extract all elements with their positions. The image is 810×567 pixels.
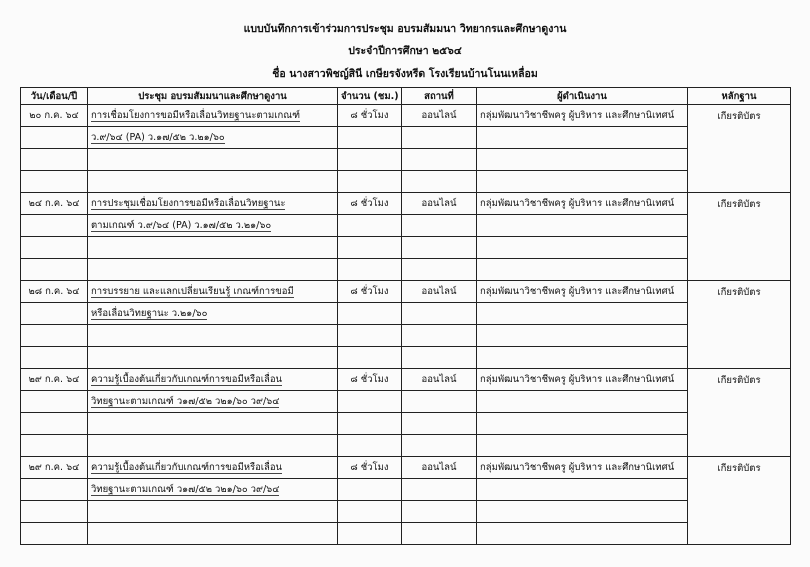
record-topic-line: การประชุมเชื่อมโยงการขอมีหรือเลื่อนวิทยฐานะ (91, 198, 286, 209)
record-hours: ๘ ชั่วโมง (338, 193, 402, 215)
record-hours: ๘ ชั่วโมง (338, 457, 402, 479)
record-organizer: กลุ่มพัฒนาวิชาชีพครู ผู้บริหาร และศึกษานิเทศน์ (477, 281, 688, 303)
table-row (21, 281, 791, 303)
record-topic-line: ตามเกณฑ์ ว.๙/๖๔ (PA) ว.๑๗/๕๒ ว.๒๑/๖๐ (91, 220, 272, 231)
record-evidence: เกียรติบัตร (688, 369, 791, 457)
col-header-date: วัน/เดือน/ปี (21, 88, 88, 105)
record-hours: ๘ ชั่วโมง (338, 281, 402, 303)
table-row (21, 501, 791, 523)
col-header-hours: จำนวน (ชม.) (338, 88, 402, 105)
record-topic (88, 369, 338, 391)
record-topic-line: วิทยฐานะตามเกณฑ์ ว๑๗/๕๒ ว๒๑/๖๐ ว๙/๖๔ (91, 484, 280, 495)
record-topic-continued (88, 215, 338, 237)
table-row (21, 391, 791, 413)
record-organizer: กลุ่มพัฒนาวิชาชีพครู ผู้บริหาร และศึกษานิเทศน์ (477, 457, 688, 479)
record-topic (88, 193, 338, 215)
record-topic-line: การเชื่อมโยงการขอมีหรือเลื่อนวิทยฐานะตามเกณฑ์ (91, 110, 300, 121)
record-hours: ๘ ชั่วโมง (338, 105, 402, 127)
col-header-place: สถานที่ (402, 88, 477, 105)
record-date: ๒๘ ก.ค. ๖๔ (21, 281, 88, 303)
record-topic-line: ความรู้เบื้องต้นเกี่ยวกับเกณฑ์การขอมีหรือเลื่อน (91, 374, 283, 385)
record-place: ออนไลน์ (402, 281, 477, 303)
record-topic-continued (88, 479, 338, 501)
record-date: ๒๐ ก.ค. ๖๔ (21, 105, 88, 127)
table-row (21, 193, 791, 215)
table-row (21, 523, 791, 545)
table-row (21, 479, 791, 501)
table-row (21, 259, 791, 281)
record-topic (88, 105, 338, 127)
table-row (21, 171, 791, 193)
record-evidence: เกียรติบัตร (688, 457, 791, 545)
record-place: ออนไลน์ (402, 193, 477, 215)
record-evidence: เกียรติบัตร (688, 105, 791, 193)
record-topic (88, 457, 338, 479)
table-row (21, 325, 791, 347)
table-row (21, 303, 791, 325)
record-organizer: กลุ่มพัฒนาวิชาชีพครู ผู้บริหาร และศึกษานิเทศน์ (477, 369, 688, 391)
table-row (21, 105, 791, 127)
table-row (21, 413, 791, 435)
table-row (21, 149, 791, 171)
record-evidence: เกียรติบัตร (688, 281, 791, 369)
record-place: ออนไลน์ (402, 457, 477, 479)
document-title: แบบบันทึกการเข้าร่วมการประชุม อบรมสัมมนา วิทยากรและศึกษาดูงาน (243, 23, 567, 35)
col-header-evidence: หลักฐาน (688, 88, 791, 105)
record-topic-continued (88, 127, 338, 149)
record-date: ๒๙ ก.ค. ๖๔ (21, 457, 88, 479)
table-row (21, 127, 791, 149)
table-row (21, 457, 791, 479)
record-topic-line: วิทยฐานะตามเกณฑ์ ว๑๗/๕๒ ว๒๑/๖๐ ว๙/๖๔ (91, 396, 280, 407)
record-organizer: กลุ่มพัฒนาวิชาชีพครู ผู้บริหาร และศึกษานิเทศน์ (477, 105, 688, 127)
table-row (21, 369, 791, 391)
table-row (21, 435, 791, 457)
record-organizer: กลุ่มพัฒนาวิชาชีพครู ผู้บริหาร และศึกษานิเทศน์ (477, 193, 688, 215)
academic-year: ประจำปีการศึกษา ๒๕๖๔ (348, 45, 462, 57)
record-topic-line: ว.๙/๖๔ (PA) ว.๑๗/๕๒ ว.๒๑/๖๐ (91, 132, 225, 143)
record-date: ๒๔ ก.ค. ๖๔ (21, 193, 88, 215)
record-topic-line: การบรรยาย และแลกเปลี่ยนเรียนรู้ เกณฑ์การขอมี (91, 286, 294, 297)
table-row (21, 215, 791, 237)
col-header-topic: ประชุม อบรมสัมมนาและศึกษาดูงาน (88, 88, 338, 105)
table-row (21, 347, 791, 369)
record-topic-line: ความรู้เบื้องต้นเกี่ยวกับเกณฑ์การขอมีหรือเลื่อน (91, 462, 283, 473)
record-topic (88, 281, 338, 303)
record-topic-line: หรือเลื่อนวิทยฐานะ ว.๒๑/๖๐ (91, 308, 208, 319)
record-evidence: เกียรติบัตร (688, 193, 791, 281)
participant-name: ชื่อ นางสาวพิชญ์สินี เกษียรจังหรีด โรงเรียนบ้านโนนเหลื่อม (272, 68, 538, 80)
record-topic-continued (88, 303, 338, 325)
record-place: ออนไลน์ (402, 105, 477, 127)
table-row (21, 237, 791, 259)
record-hours: ๘ ชั่วโมง (338, 369, 402, 391)
record-place: ออนไลน์ (402, 369, 477, 391)
record-topic-continued (88, 391, 338, 413)
training-record-table (20, 87, 791, 545)
table-header-row (21, 88, 791, 105)
col-header-organizer: ผู้ดำเนินงาน (477, 88, 688, 105)
record-date: ๒๙ ก.ค. ๖๔ (21, 369, 88, 391)
